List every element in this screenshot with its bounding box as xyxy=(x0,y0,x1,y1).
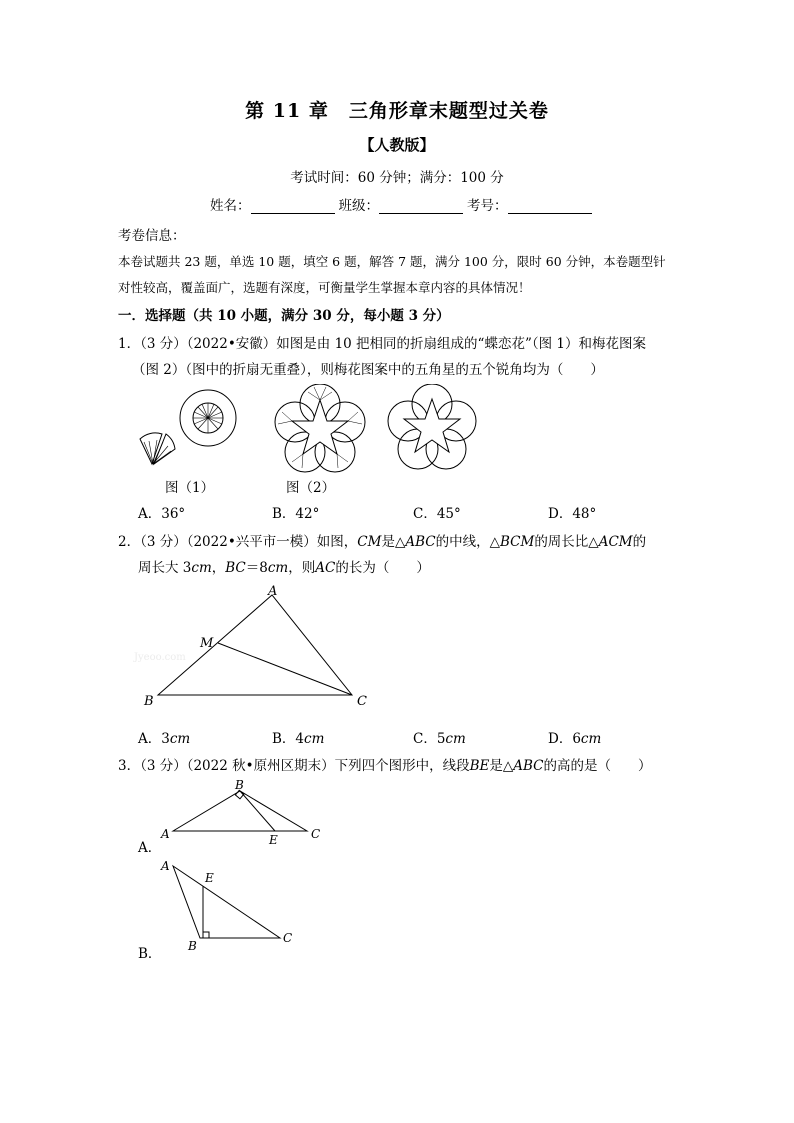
info-heading: 考卷信息： xyxy=(118,228,186,244)
q3-line-1: 3．（3 分）（2022 秋•原州区期末）下列四个图形中，线段BE是△ABC的高的是（ ） xyxy=(118,758,652,774)
q2-line-2: 周长大 3cm，BC＝8cm，则AC的长为（ ） xyxy=(138,560,430,576)
time-info: 考试时间：60 分钟；满分：100 分 xyxy=(290,170,504,186)
q1-option-c[interactable]: C．45° xyxy=(413,506,461,522)
section-heading: 一．选择题（共 10 小题，满分 30 分，每小题 3 分） xyxy=(118,308,450,324)
q3-option-a[interactable]: A． xyxy=(138,840,162,856)
q1-fig1-caption: 图（1） xyxy=(165,480,215,496)
number-label: 考号： xyxy=(467,198,508,214)
name-label: 姓名： xyxy=(210,198,251,214)
info-line-2: 对性较高，覆盖面广，选题有深度，可衡量学生掌握本章内容的具体情况！ xyxy=(118,280,531,295)
figa-label-a: A xyxy=(161,827,170,841)
figa-label-c: C xyxy=(311,827,321,841)
page-title: 第 11 章 三角形章末题型过关卷 xyxy=(245,100,549,122)
figb-label-b: B xyxy=(188,939,197,953)
class-label: 班级： xyxy=(338,198,379,214)
q1-line-2: （图 2）（图中的折扇无重叠），则梅花图案中的五角星的五个锐角均为（ ） xyxy=(132,362,604,378)
figb-label-e: E xyxy=(205,871,214,885)
figa-triangle xyxy=(173,791,307,831)
q3-option-b[interactable]: B． xyxy=(138,946,162,962)
figb-triangle xyxy=(173,866,280,938)
fig1-butterfly xyxy=(140,390,236,464)
student-info-line xyxy=(210,194,596,214)
q1-option-d[interactable]: D．48° xyxy=(548,506,597,522)
q2-option-b[interactable]: B．4cm xyxy=(272,731,325,747)
name-blank[interactable] xyxy=(251,199,335,214)
q1-line-1: 1．（3 分）（2022•安徽）如图是由 10 把相同的折扇组成的“蝶恋花”（图 1）和梅花图案 xyxy=(118,336,646,352)
q1-figures xyxy=(130,384,510,479)
q2-option-c[interactable]: C．5cm xyxy=(413,731,466,747)
info-line-1: 本卷试题共 23 题，单选 10 题，填空 6 题，解答 7 题，满分 100 分，限时 60 分钟，本卷题型针 xyxy=(118,254,666,269)
fig3-plum-plain xyxy=(388,384,476,469)
q2-watermark: Jyeoo.com xyxy=(134,652,186,663)
q3-option-a-figure xyxy=(155,776,335,846)
median-cm xyxy=(218,643,352,695)
figb-label-c: C xyxy=(283,931,293,945)
figa-label-e: E xyxy=(269,833,278,846)
q2-triangle-figure xyxy=(130,582,380,712)
q2-option-a[interactable]: A．3cm xyxy=(138,731,191,747)
class-blank[interactable] xyxy=(379,199,463,214)
triangle-abc xyxy=(158,595,352,695)
fig2-plum-fans xyxy=(275,384,365,472)
figb-label-a: A xyxy=(161,859,170,873)
figb-right-angle xyxy=(203,932,209,938)
label-b: B xyxy=(144,694,154,709)
label-a: A xyxy=(268,584,278,599)
q1-option-b[interactable]: B．42° xyxy=(272,506,320,522)
q2-option-d[interactable]: D．6cm xyxy=(548,731,602,747)
label-c: C xyxy=(357,694,367,709)
number-blank[interactable] xyxy=(508,199,592,214)
q2-line-1: 2．（3 分）（2022•兴平市一模）如图，CM是△ABC的中线，△BCM的周长比△ACM的 xyxy=(118,534,647,550)
q1-option-a[interactable]: A．36° xyxy=(138,506,186,522)
edition-label: 【人教版】 xyxy=(359,136,435,154)
figa-segment-be xyxy=(240,791,275,831)
q1-fig2-caption: 图（2） xyxy=(286,480,336,496)
label-m: M xyxy=(200,636,214,651)
figa-label-b: B xyxy=(235,778,244,792)
q3-option-b-figure xyxy=(155,856,315,956)
